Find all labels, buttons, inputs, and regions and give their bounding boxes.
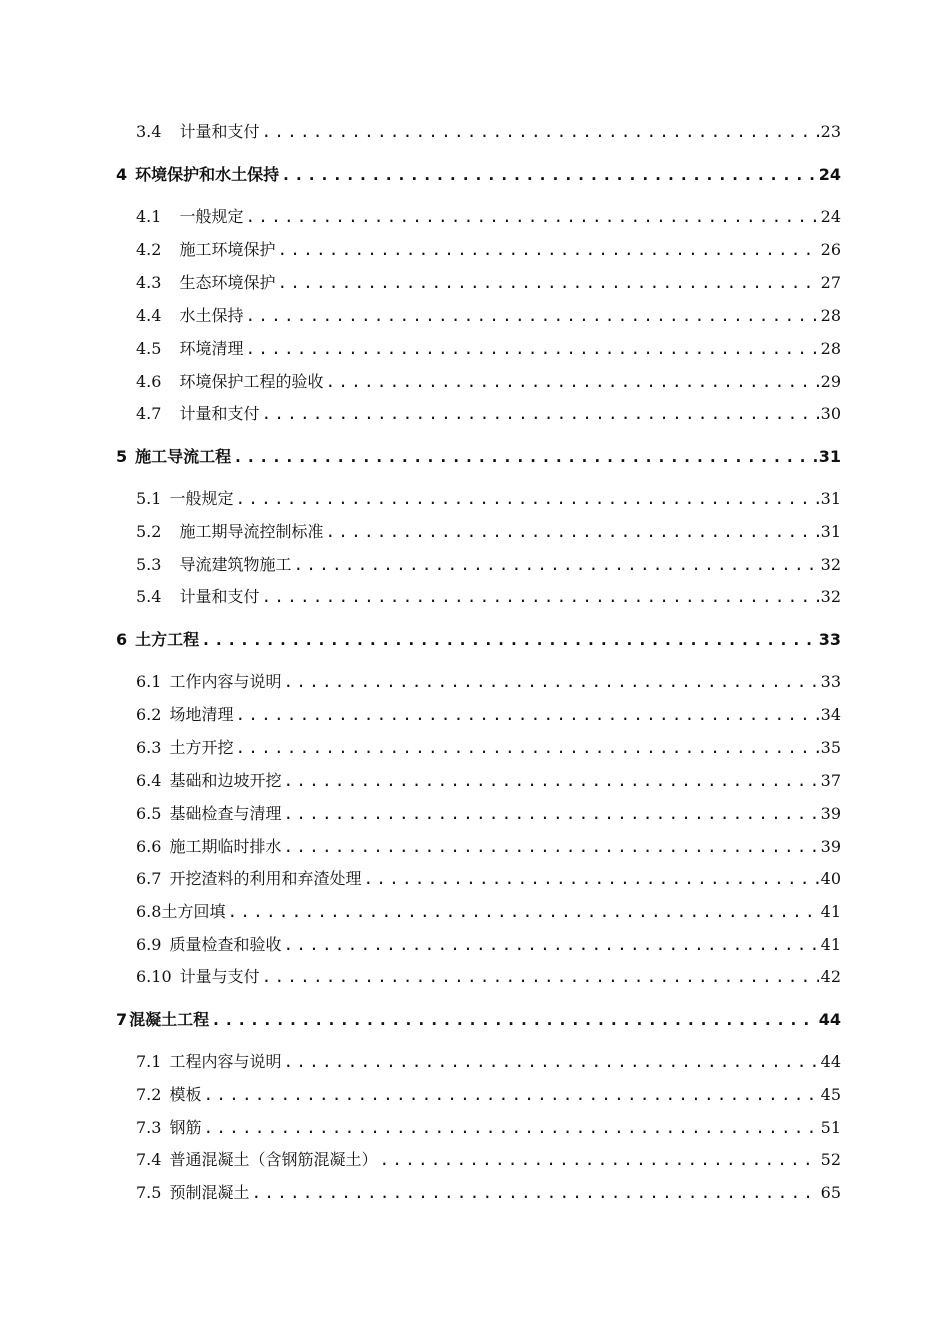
toc-page-number: 41 xyxy=(820,902,841,921)
toc-entry-number: 5.4 xyxy=(136,587,162,606)
toc-entry-number: 6.4 xyxy=(136,771,162,790)
toc-entry-number: 5.2 xyxy=(136,522,162,541)
toc-entry-number: 4.6 xyxy=(136,372,162,391)
toc-entry-title: 土方工程 xyxy=(135,630,200,649)
toc-dot-leader xyxy=(283,672,818,691)
toc-section-entry[interactable] xyxy=(136,735,841,758)
toc-dot-leader xyxy=(233,447,817,466)
toc-dot-leader xyxy=(277,273,818,292)
toc-entry-number: 6.7 xyxy=(136,869,162,888)
toc-entry-number: 6.10 xyxy=(136,967,172,986)
toc-entry-number: 5 xyxy=(116,447,128,466)
toc-entry-title: 施工导流工程 xyxy=(135,447,232,466)
toc-dot-leader xyxy=(283,771,818,790)
toc-section-entry[interactable] xyxy=(136,932,841,955)
toc-entry-title: 混凝土工程 xyxy=(129,1010,210,1029)
toc-section-entry[interactable] xyxy=(136,1049,841,1072)
toc-entry-number: 4.5 xyxy=(136,339,162,358)
toc-entry-number: 7.4 xyxy=(136,1150,162,1169)
toc-page-number: 24 xyxy=(818,165,841,184)
toc-dot-leader xyxy=(261,587,818,606)
toc-section-entry[interactable] xyxy=(136,401,841,424)
toc-entry-number: 4.1 xyxy=(136,207,162,226)
toc-page-number: 40 xyxy=(820,869,841,888)
toc-section-entry[interactable] xyxy=(136,768,841,791)
toc-section-entry[interactable] xyxy=(136,237,841,260)
toc-entry-title: 计量和支付 xyxy=(179,587,260,606)
toc-dot-leader xyxy=(203,1118,818,1137)
toc-page-number: 42 xyxy=(820,967,841,986)
toc-entry-title: 生态环境保护 xyxy=(179,273,276,292)
toc-page-number: 34 xyxy=(820,705,841,724)
toc-entry-title: 导流建筑物施工 xyxy=(179,555,292,574)
toc-entry-title: 环境保护和水土保持 xyxy=(135,165,280,184)
toc-dot-leader xyxy=(283,804,818,823)
toc-entry-number: 4.4 xyxy=(136,306,162,325)
toc-dot-leader xyxy=(262,967,819,986)
toc-entry-title: 土方回填 xyxy=(161,902,226,921)
toc-entry-title: 计量和支付 xyxy=(179,404,260,423)
toc-entry-number: 7 xyxy=(116,1010,128,1029)
toc-section-entry[interactable] xyxy=(136,486,841,509)
toc-entry-title: 一般规定 xyxy=(179,207,244,226)
toc-entry-title: 计量和支付 xyxy=(179,122,260,141)
toc-dot-leader xyxy=(283,837,818,856)
toc-entry-title: 基础和边坡开挖 xyxy=(169,771,282,790)
toc-dot-leader xyxy=(293,555,818,574)
toc-page-number: 28 xyxy=(820,306,841,325)
toc-section-entry[interactable] xyxy=(136,119,841,142)
toc-page-number: 29 xyxy=(820,372,841,391)
toc-entry-title: 计量与支付 xyxy=(179,967,260,986)
toc-page-number: 37 xyxy=(820,771,841,790)
toc-dot-leader xyxy=(245,339,818,358)
toc-page-number: 35 xyxy=(820,738,841,757)
toc-section-entry[interactable] xyxy=(136,270,841,293)
toc-entry-number: 7.3 xyxy=(136,1118,162,1137)
toc-entry-title: 预制混凝土 xyxy=(169,1183,250,1202)
toc-entry-title: 土方开挖 xyxy=(169,738,234,757)
toc-page-number: 32 xyxy=(820,587,841,606)
toc-dot-leader xyxy=(363,869,818,888)
toc-entry-number: 6.2 xyxy=(136,705,162,724)
toc-page-number: 39 xyxy=(820,837,841,856)
toc-section-entry[interactable] xyxy=(136,834,841,857)
toc-section-entry[interactable] xyxy=(136,584,841,607)
toc-dot-leader xyxy=(379,1150,818,1169)
toc-section-entry[interactable] xyxy=(136,303,841,326)
toc-page-number: 31 xyxy=(820,489,841,508)
toc-page-number: 33 xyxy=(820,672,841,691)
toc-dot-leader xyxy=(203,1085,818,1104)
toc-entry-number: 6.1 xyxy=(136,672,162,691)
toc-entry-number: 6.8 xyxy=(136,902,162,921)
toc-entry-number: 5.3 xyxy=(136,555,162,574)
toc-entry-title: 普通混凝土（含钢筋混凝土） xyxy=(169,1150,378,1169)
toc-page-number: 44 xyxy=(818,1010,841,1029)
toc-page-number: 45 xyxy=(820,1085,841,1104)
toc-dot-leader xyxy=(245,207,818,226)
toc-section-entry[interactable] xyxy=(136,669,841,692)
toc-chapter-entry[interactable] xyxy=(116,1007,841,1030)
toc-entry-title: 工程内容与说明 xyxy=(169,1052,282,1071)
toc-page-number: 26 xyxy=(820,240,841,259)
toc-section-entry[interactable] xyxy=(136,1115,841,1138)
toc-entry-number: 6.3 xyxy=(136,738,162,757)
toc-entry-number: 5.1 xyxy=(136,489,162,508)
toc-dot-leader xyxy=(235,738,818,757)
toc-dot-leader xyxy=(283,935,818,954)
toc-section-entry[interactable] xyxy=(136,552,841,575)
toc-section-entry[interactable] xyxy=(136,336,841,359)
toc-page-number: 51 xyxy=(820,1118,841,1137)
toc-section-entry[interactable] xyxy=(136,369,841,392)
toc-page-number: 31 xyxy=(818,447,841,466)
toc-entry-number: 7.1 xyxy=(136,1052,162,1071)
toc-dot-leader xyxy=(245,306,818,325)
toc-entry-number: 6.5 xyxy=(136,804,162,823)
toc-entry-number: 4.3 xyxy=(136,273,162,292)
toc-entry-title: 水土保持 xyxy=(179,306,244,325)
toc-entry-number: 6.9 xyxy=(136,935,162,954)
toc-dot-leader xyxy=(251,1183,818,1202)
toc-page-number: 32 xyxy=(820,555,841,574)
toc-entry-number: 7.2 xyxy=(136,1085,162,1104)
toc-dot-leader xyxy=(227,902,818,921)
toc-entry-title: 质量检查和验收 xyxy=(169,935,282,954)
toc-dot-leader xyxy=(325,372,818,391)
toc-section-entry[interactable] xyxy=(136,899,841,922)
toc-dot-leader xyxy=(235,705,818,724)
toc-dot-leader xyxy=(201,630,817,649)
toc-section-entry[interactable] xyxy=(136,964,841,987)
toc-page-number: 52 xyxy=(820,1150,841,1169)
toc-entry-title: 一般规定 xyxy=(169,489,234,508)
toc-entry-title: 工作内容与说明 xyxy=(169,672,282,691)
toc-section-entry[interactable] xyxy=(136,866,841,889)
toc-section-entry[interactable] xyxy=(136,1180,841,1203)
toc-entry-title: 钢筋 xyxy=(169,1118,202,1137)
toc-page-number: 65 xyxy=(820,1183,841,1202)
toc-page-number: 44 xyxy=(820,1052,841,1071)
toc-page-number: 23 xyxy=(820,122,841,141)
toc-chapter-entry[interactable] xyxy=(116,627,841,650)
toc-entry-number: 4.7 xyxy=(136,404,162,423)
toc-page-number: 39 xyxy=(820,804,841,823)
toc-entry-title: 场地清理 xyxy=(169,705,234,724)
toc-entry-title: 施工期临时排水 xyxy=(169,837,282,856)
toc-entry-title: 开挖渣料的利用和弃渣处理 xyxy=(169,869,362,888)
toc-chapter-entry[interactable] xyxy=(116,162,841,185)
toc-entry-title: 模板 xyxy=(169,1085,202,1104)
toc-entry-number: 4.2 xyxy=(136,240,162,259)
toc-section-entry[interactable] xyxy=(136,204,841,227)
toc-dot-leader xyxy=(283,1052,818,1071)
toc-entry-number: 7.5 xyxy=(136,1183,162,1202)
toc-chapter-entry[interactable] xyxy=(116,444,841,467)
toc-dot-leader xyxy=(235,489,818,508)
toc-entry-number: 3.4 xyxy=(136,122,162,141)
toc-section-entry[interactable] xyxy=(136,519,841,542)
toc-entry-title: 环境清理 xyxy=(179,339,244,358)
toc-entry-number: 4 xyxy=(116,165,128,184)
toc-page-number: 28 xyxy=(820,339,841,358)
toc-page-number: 41 xyxy=(820,935,841,954)
toc-entry-title: 基础检查与清理 xyxy=(169,804,282,823)
toc-page-number: 27 xyxy=(820,273,841,292)
toc-dot-leader xyxy=(325,522,818,541)
toc-section-entry[interactable] xyxy=(136,702,841,725)
toc-page-number: 33 xyxy=(818,630,841,649)
toc-section-entry[interactable] xyxy=(136,801,841,824)
toc-entry-title: 环境保护工程的验收 xyxy=(179,372,324,391)
toc-page-number: 30 xyxy=(820,404,841,423)
toc-dot-leader xyxy=(277,240,818,259)
toc-entry-number: 6 xyxy=(116,630,128,649)
toc-section-entry[interactable] xyxy=(136,1147,841,1170)
toc-dot-leader xyxy=(261,404,818,423)
toc-dot-leader xyxy=(261,122,818,141)
toc-section-entry[interactable] xyxy=(136,1082,841,1105)
toc-entry-title: 施工期导流控制标准 xyxy=(179,522,324,541)
toc-entry-number: 6.6 xyxy=(136,837,162,856)
toc-dot-leader xyxy=(211,1010,817,1029)
toc-page-number: 31 xyxy=(820,522,841,541)
toc-entry-title: 施工环境保护 xyxy=(179,240,276,259)
toc-dot-leader xyxy=(281,165,817,184)
toc-page-number: 24 xyxy=(820,207,841,226)
